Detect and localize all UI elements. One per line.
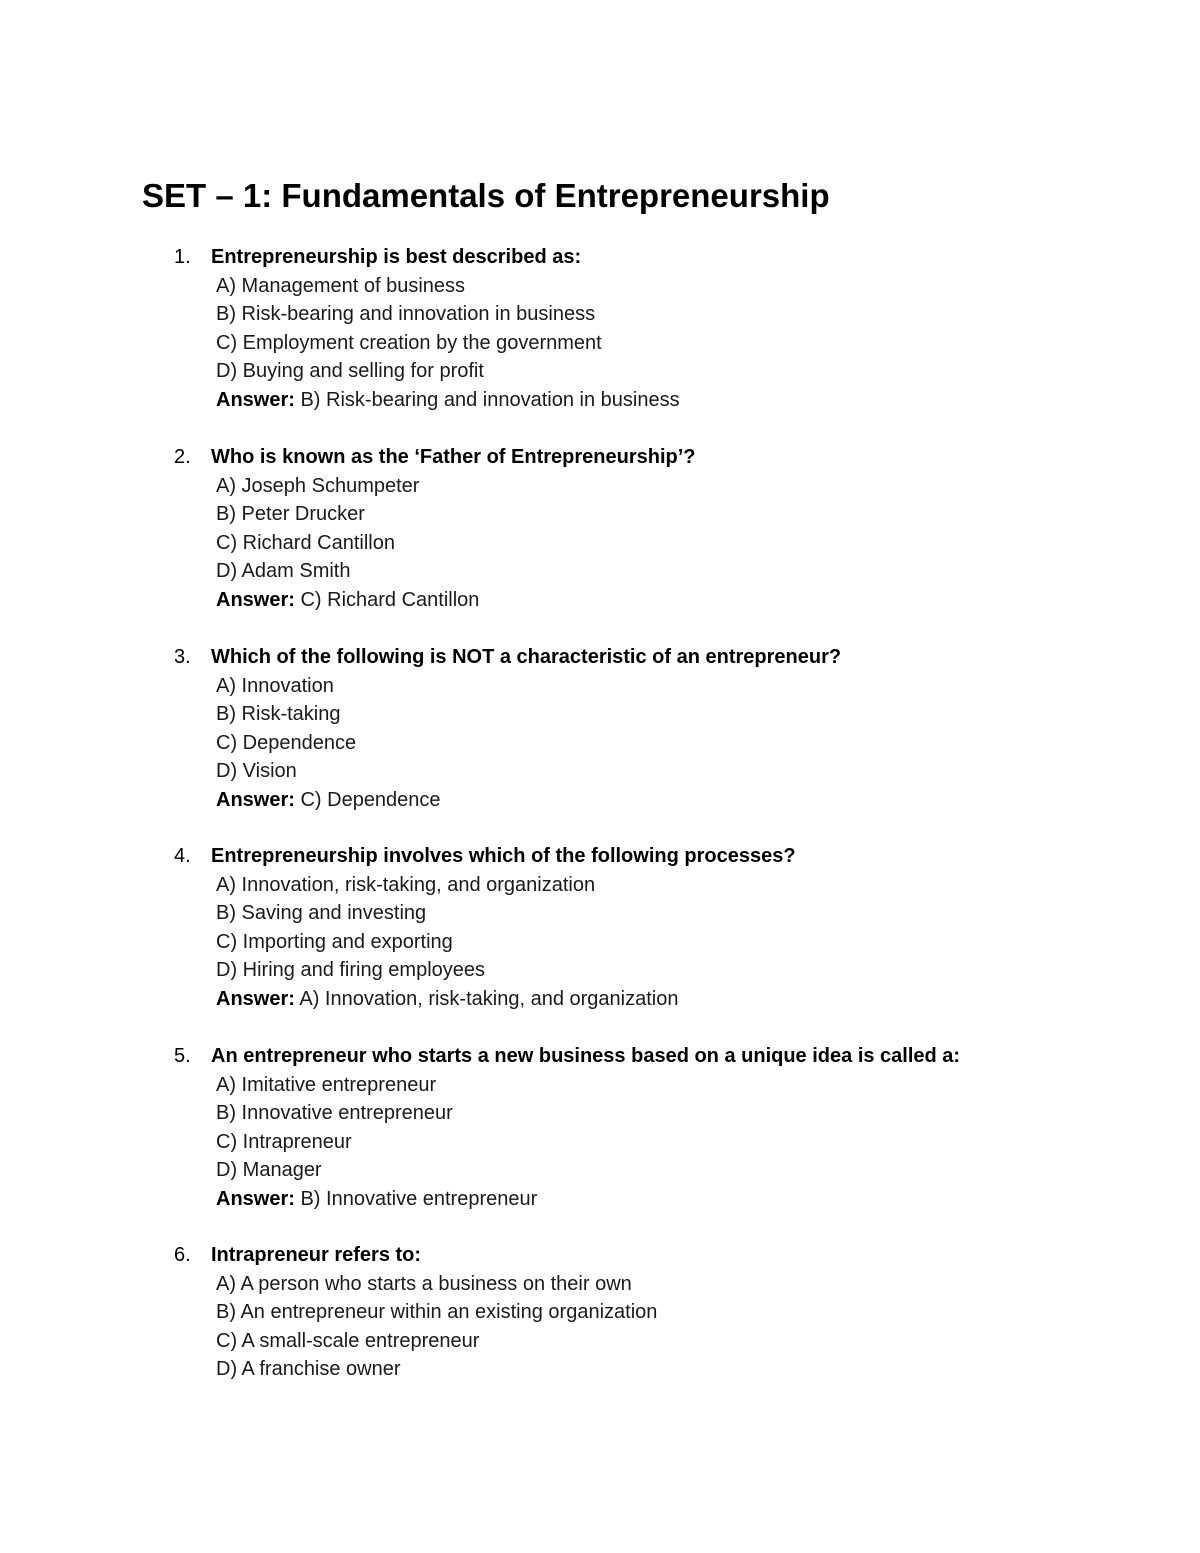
answer-option: D) Buying and selling for profit: [216, 360, 484, 383]
answer-line: [216, 586, 479, 615]
answer-option: B) Innovative entrepreneur: [216, 1102, 453, 1125]
question-number: 1.: [174, 246, 191, 268]
answer-line: [216, 786, 441, 815]
answer-label: Answer:: [216, 389, 295, 411]
answer-option: B) Peter Drucker: [216, 503, 365, 526]
question-text: An entrepreneur who starts a new business based on a unique idea is called a:: [211, 1045, 961, 1067]
question-text: Intrapreneur refers to:: [211, 1244, 422, 1266]
question-number: 2.: [174, 446, 191, 468]
answer-label: Answer:: [216, 1188, 295, 1210]
answer-option: A) Innovation, risk-taking, and organization: [216, 873, 596, 896]
answer-line: [216, 985, 678, 1014]
answer-label: Answer:: [216, 988, 295, 1010]
answer-option: C) Dependence: [216, 731, 357, 754]
answer-option: C) Intrapreneur: [216, 1130, 352, 1153]
answer-option: C) Importing and exporting: [216, 930, 453, 953]
answer-option: B) Saving and investing: [216, 902, 427, 925]
answer-option: D) A franchise owner: [216, 1358, 401, 1381]
answer-label: Answer:: [216, 789, 295, 811]
question-text: Entrepreneurship involves which of the following processes?: [211, 845, 796, 867]
answer-value: A) Innovation, risk-taking, and organization: [294, 988, 679, 1010]
answer-option: D) Adam Smith: [216, 560, 351, 583]
answer-option: C) A small-scale entrepreneur: [216, 1329, 480, 1352]
answer-option: A) Management of business: [216, 274, 466, 297]
answer-option: A) Innovation: [216, 674, 334, 697]
question-number: 3.: [174, 646, 191, 668]
answer-option: C) Employment creation by the government: [216, 331, 602, 354]
answer-option: D) Hiring and firing employees: [216, 959, 486, 982]
answer-value: C) Richard Cantillon: [294, 589, 480, 611]
answer-option: A) Imitative entrepreneur: [216, 1073, 437, 1096]
answer-value: C) Dependence: [294, 789, 441, 811]
question-text: Entrepreneurship is best described as:: [211, 246, 582, 268]
answer-option: B) Risk-bearing and innovation in business: [216, 303, 596, 326]
answer-line: [216, 1185, 537, 1214]
answer-option: B) An entrepreneur within an existing organization: [216, 1301, 658, 1324]
question-text: Who is known as the ‘Father of Entrepreneurship’?: [211, 446, 696, 468]
question-number: 6.: [174, 1244, 191, 1266]
answer-option: C) Richard Cantillon: [216, 531, 395, 554]
answer-label: Answer:: [216, 589, 295, 611]
answer-option: D) Vision: [216, 760, 297, 783]
answer-value: B) Innovative entrepreneur: [294, 1188, 538, 1210]
answer-option: A) Joseph Schumpeter: [216, 474, 420, 497]
answer-option: B) Risk-taking: [216, 703, 341, 726]
question-number: 4.: [174, 845, 191, 867]
answer-value: B) Risk-bearing and innovation in business: [294, 389, 680, 411]
answer-line: [216, 386, 680, 415]
question-text: Which of the following is NOT a characteristic of an entrepreneur?: [211, 646, 842, 668]
document-title: SET – 1: Fundamentals of Entrepreneurship: [142, 177, 830, 214]
question-number: 5.: [174, 1045, 191, 1067]
answer-option: D) Manager: [216, 1159, 322, 1182]
answer-option: A) A person who starts a business on their own: [216, 1272, 632, 1295]
